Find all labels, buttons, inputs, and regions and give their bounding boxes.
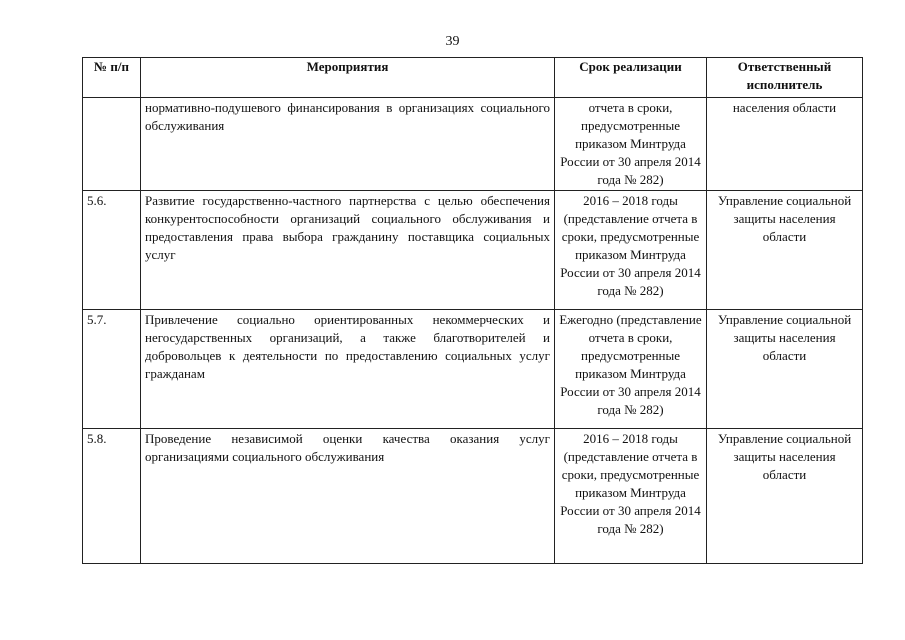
- header-term: Срок реализации: [555, 58, 707, 98]
- row-term: 2016 – 2018 годы (представление отчета в сроки, предусмотренные приказом Минтруда России от 30 апреля 2014 года № 282): [555, 429, 707, 564]
- row-term: Ежегодно (представление отчета в сроки, предусмотренные приказом Минтруда России от 30 апреля 2014 года № 282): [555, 310, 707, 429]
- row-term: отчета в сроки, предусмотренные приказом Минтруда России от 30 апреля 2014 года № 282): [555, 98, 707, 191]
- header-activity: Мероприятия: [141, 58, 555, 98]
- table-row: [83, 191, 863, 310]
- page-number: 39: [445, 34, 460, 49]
- row-number: 5.8.: [83, 429, 141, 564]
- table-header-row: [83, 58, 863, 98]
- table-row: [83, 429, 863, 564]
- row-responsible: населения области: [707, 98, 863, 191]
- row-activity: Проведение независимой оценки качества оказания услуг организациями социального обслуживания: [141, 429, 555, 564]
- row-activity: Развитие государственно-частного партнерства с целью обеспечения конкурентоспособности организаций социального обслуживания и предоставления права выбора гражданину поставщика социальных услуг: [141, 191, 555, 310]
- row-responsible: Управление социальной защиты населения области: [707, 310, 863, 429]
- row-responsible: Управление социальной защиты населения области: [707, 429, 863, 564]
- row-term: 2016 – 2018 годы (представление отчета в сроки, предусмотренные приказом Минтруда России от 30 апреля 2014 года № 282): [555, 191, 707, 310]
- row-responsible: Управление социальной защиты населения области: [707, 191, 863, 310]
- header-responsible: Ответственный исполнитель: [707, 58, 863, 98]
- header-number: № п/п: [83, 58, 141, 98]
- row-activity: нормативно-подушевого финансирования в организациях социального обслуживания: [141, 98, 555, 191]
- row-number: 5.6.: [83, 191, 141, 310]
- row-activity: Привлечение социально ориентированных некоммерческих и негосударственных организаций, а также благотворителей и добровольцев к деятельности по предоставлению социальных услуг гражданам: [141, 310, 555, 429]
- table-row: [83, 98, 863, 191]
- row-number: [83, 98, 141, 191]
- table-row: [83, 310, 863, 429]
- activities-table: [82, 57, 863, 564]
- row-number: 5.7.: [83, 310, 141, 429]
